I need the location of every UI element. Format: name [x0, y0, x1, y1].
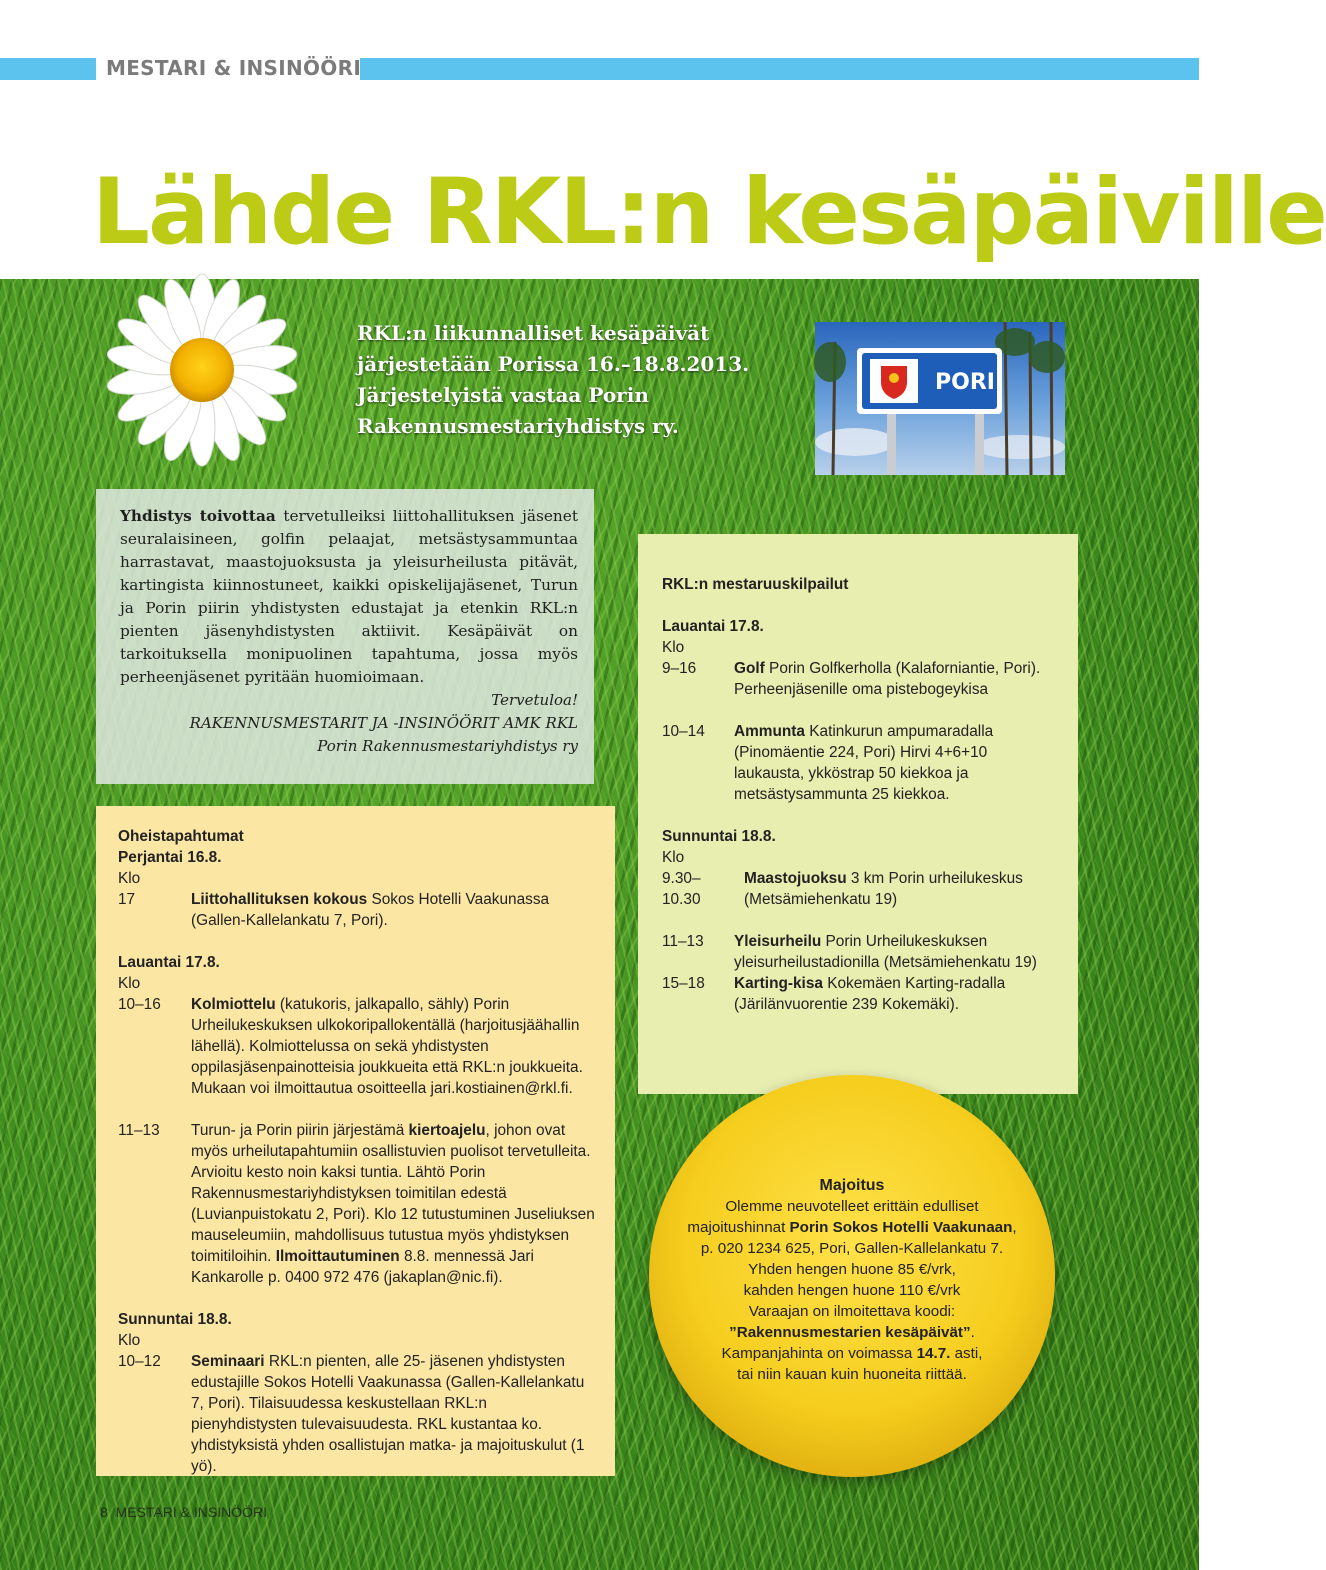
event-desc [191, 994, 595, 1099]
welcome-sign-3: Porin Rakennusmestariyhdistys ry [317, 737, 578, 755]
accommodation-line: kahden hengen huone 110 €/vrk [743, 1282, 961, 1299]
champ-saturday-day: Lauantai 17.8. [662, 618, 764, 635]
event-time: 11–13 [118, 1122, 160, 1139]
champ-desc [734, 931, 1060, 973]
champ-sunday-klo: Klo [662, 849, 685, 866]
pori-sign-text: PORI [935, 370, 995, 395]
welcome-sign-1: Tervetuloa! [491, 691, 578, 709]
event-text: (katukoris, jalkapallo, sähly) Porin Urheilukeskuksen ulkokoripallokentällä (harjoitusjäähallin lähellä). Kolmiottelussa on sekä yhdistysten oppilasjäsenpainotteisia joukkueita että RKL:n joukkueita. Mukaan voi ilmoittautua osoitteella jari.kostiainen@rkl.fi. [191, 996, 583, 1097]
page-headline: Lähde RKL:n kesäpäiville [92, 160, 1326, 265]
champ-text: 3 km Porin urheilukeskus (Metsämiehenkatu 19) [744, 870, 1023, 908]
event-desc [191, 1120, 595, 1288]
events-sunday-klo: Klo [118, 1332, 141, 1349]
champ-time: 9.30–10.30 [662, 870, 701, 908]
champ-bold: Ammunta [734, 723, 805, 740]
accommodation-line: Olemme neuvotelleet erittäin edulliset [725, 1198, 979, 1215]
champ-bold: Maastojuoksu [744, 870, 847, 887]
event-text: 8.8. mennessä Jari Kankarolle p. 0400 972 476 (jakaplan@nic.fi). [191, 1248, 534, 1286]
event-row [118, 889, 595, 931]
intro-text [357, 318, 797, 442]
champ-time: 9–16 [662, 660, 697, 677]
welcome-body: tervetulleiksi liittohallituksen jäsenet seuralaisineen, golfin pelaajat, metsästysammuntaa harrastavat, maastojuoksusta ja yleisurheilusta pitävät, kartingista kiinnostuneet, kaikki opiskelijajäsenet, Turun ja Porin piirin yhdistysten edustajat ja etenkin RKL:n pienten jäsenyhdistysten aktiivit. Kesäpäivät on tarkoituksella monipuolinen tapahtuma, jossa myös perheenjäsenet pyritään huomioimaan. [120, 507, 578, 686]
champ-saturday-klo: Klo [662, 639, 685, 656]
champ-bold: Karting-kisa [734, 975, 823, 992]
event-bold: Liittohallituksen kokous [191, 891, 368, 908]
accommodation-text: majoitushinnat [687, 1219, 790, 1236]
event-text: , johon ovat myös urheilutapahtumiin osallistuvien puolisot tervetulleita. Arvioitu kesto noin kaksi tuntia. Lähtö Porin Rakennusmestariyhdistyksen toimitilan edestä (Luvianpuistokatu 2, Pori). Klo 12 tutustuminen Juseliuksen mauseleumiin, mahdollisuus tutustua myös yhdistyksen toimitiloihin. [191, 1122, 595, 1265]
events-sunday-day: Sunnuntai 18.8. [118, 1311, 232, 1328]
champ-time: 11–13 [662, 933, 704, 950]
events-saturday-klo: Klo [118, 975, 141, 992]
champ-text: Kokemäen Karting-radalla (Järilänvuorentie 239 Kokemäki). [734, 975, 1006, 1013]
header-accent-bar-right [360, 58, 1199, 80]
page-footer [100, 1504, 267, 1520]
event-text: Turun- ja Porin piirin järjestämä [191, 1122, 409, 1139]
accommodation-hotel: Porin Sokos Hotelli Vaakunaan [789, 1219, 1013, 1236]
accommodation-line [649, 1343, 1055, 1364]
championships-title: RKL:n mestaruuskilpailut [662, 576, 849, 593]
daisy-flower-icon [86, 282, 316, 482]
championships-box [638, 534, 1078, 1094]
champ-text: Katinkurun ampumaradalla (Pinomäentie 224, Pori) Hirvi 4+6+10 laukausta, ykköstrap 50 kiekkoa ja metsästysammunta 25 kiekkoa. [734, 723, 994, 803]
footer-label: MESTARI & INSINÖÖRI [115, 1504, 268, 1520]
champ-row [662, 973, 1060, 1015]
event-bold: Kolmiottelu [191, 996, 276, 1013]
accommodation-text: Kampanjahinta on voimassa [721, 1345, 917, 1362]
page-number: 8 [100, 1504, 108, 1520]
event-bold: Seminaari [191, 1353, 265, 1370]
welcome-paragraph [120, 505, 578, 689]
champ-desc [734, 658, 1060, 700]
accommodation-line [649, 1217, 1055, 1238]
event-text: Sokos Hotelli Vaakunassa (Gallen-Kallelankatu 7, Pori). [191, 891, 550, 929]
champ-time: 15–18 [662, 975, 705, 992]
header-accent-bar-left [0, 58, 96, 80]
accommodation-line: tai niin kauan kuin huoneita riittää. [737, 1366, 967, 1383]
event-time: 17 [118, 891, 136, 908]
champ-desc [734, 868, 1060, 910]
champ-bold: Yleisurheilu [734, 933, 822, 950]
champ-row [662, 658, 1060, 700]
events-saturday-day: Lauantai 17.8. [118, 954, 220, 971]
accommodation-date: 14.7. [916, 1345, 951, 1362]
champ-desc [734, 721, 1060, 805]
event-row [118, 1120, 595, 1288]
events-friday-day: Perjantai 16.8. [118, 849, 222, 866]
accommodation-line: Varaajan on ilmoitettava koodi: [748, 1303, 956, 1320]
welcome-box [96, 489, 594, 784]
event-desc [191, 889, 595, 931]
accommodation-code: ”Rakennusmestarien kesäpäivät” [729, 1324, 971, 1341]
accommodation-title: Majoitus [819, 1177, 885, 1194]
champ-row [662, 931, 1060, 973]
champ-text: Porin Urheilukeskuksen yleisurheilustadionilla (Metsämiehenkatu 19) [734, 933, 1037, 971]
champ-bold: Golf [734, 660, 765, 677]
event-row [118, 994, 595, 1099]
accommodation-text: , [1012, 1219, 1017, 1236]
events-title: Oheistapahtumat [118, 828, 244, 845]
welcome-lead: Yhdistys toivottaa [120, 507, 276, 525]
intro-line: Järjestelyistä vastaa Porin [357, 383, 649, 407]
accommodation-line: p. 020 1234 625, Pori, Gallen-Kallelankatu 7. [700, 1240, 1004, 1257]
event-bold: Ilmoittautuminen [275, 1248, 400, 1265]
champ-row [662, 721, 1060, 805]
accommodation-line [649, 1322, 1055, 1343]
events-friday-klo: Klo [118, 870, 141, 887]
event-bold: kiertoajelu [408, 1122, 486, 1139]
champ-row [662, 868, 1060, 910]
accommodation-line: Yhden hengen huone 85 €/vrk, [748, 1261, 956, 1278]
event-time: 10–12 [118, 1353, 161, 1370]
pori-sign-photo [815, 322, 1065, 475]
accommodation-text: asti, [950, 1345, 983, 1362]
accommodation-circle [649, 1075, 1055, 1477]
intro-line: RKL:n liikunnalliset kesäpäivät [357, 321, 710, 345]
intro-line: järjestetään Porissa 16.–18.8.2013. [357, 352, 750, 376]
intro-line: Rakennusmestariyhdistys ry. [357, 414, 679, 438]
champ-desc [734, 973, 1060, 1015]
champ-text: Porin Golfkerholla (Kalaforniantie, Pori). Perheenjäsenille oma pistebogeykisa [734, 660, 1041, 698]
event-time: 10–16 [118, 996, 161, 1013]
side-events-box [96, 806, 615, 1476]
welcome-sign-2: RAKENNUSMESTARIT JA -INSINÖÖRIT AMK RKL [189, 714, 578, 732]
champ-sunday-day: Sunnuntai 18.8. [662, 828, 776, 845]
accommodation-text: . [970, 1324, 975, 1341]
event-text: RKL:n pienten, alle 25- jäsenen yhdistysten edustajille Sokos Hotelli Vaakunassa (Gallen-Kallelankatu 7, Pori). Tilaisuudessa keskustellaan RKL:n pienyhdistysten tulevaisuudesta. RKL kustantaa ko. yhdistyksistä yhden osallistujan matka- ja majoituskulut (1 yö). [191, 1353, 585, 1475]
event-row [118, 1351, 595, 1477]
champ-time: 10–14 [662, 723, 705, 740]
event-desc [191, 1351, 595, 1477]
section-label: MESTARI & INSINÖÖRI [106, 56, 362, 80]
